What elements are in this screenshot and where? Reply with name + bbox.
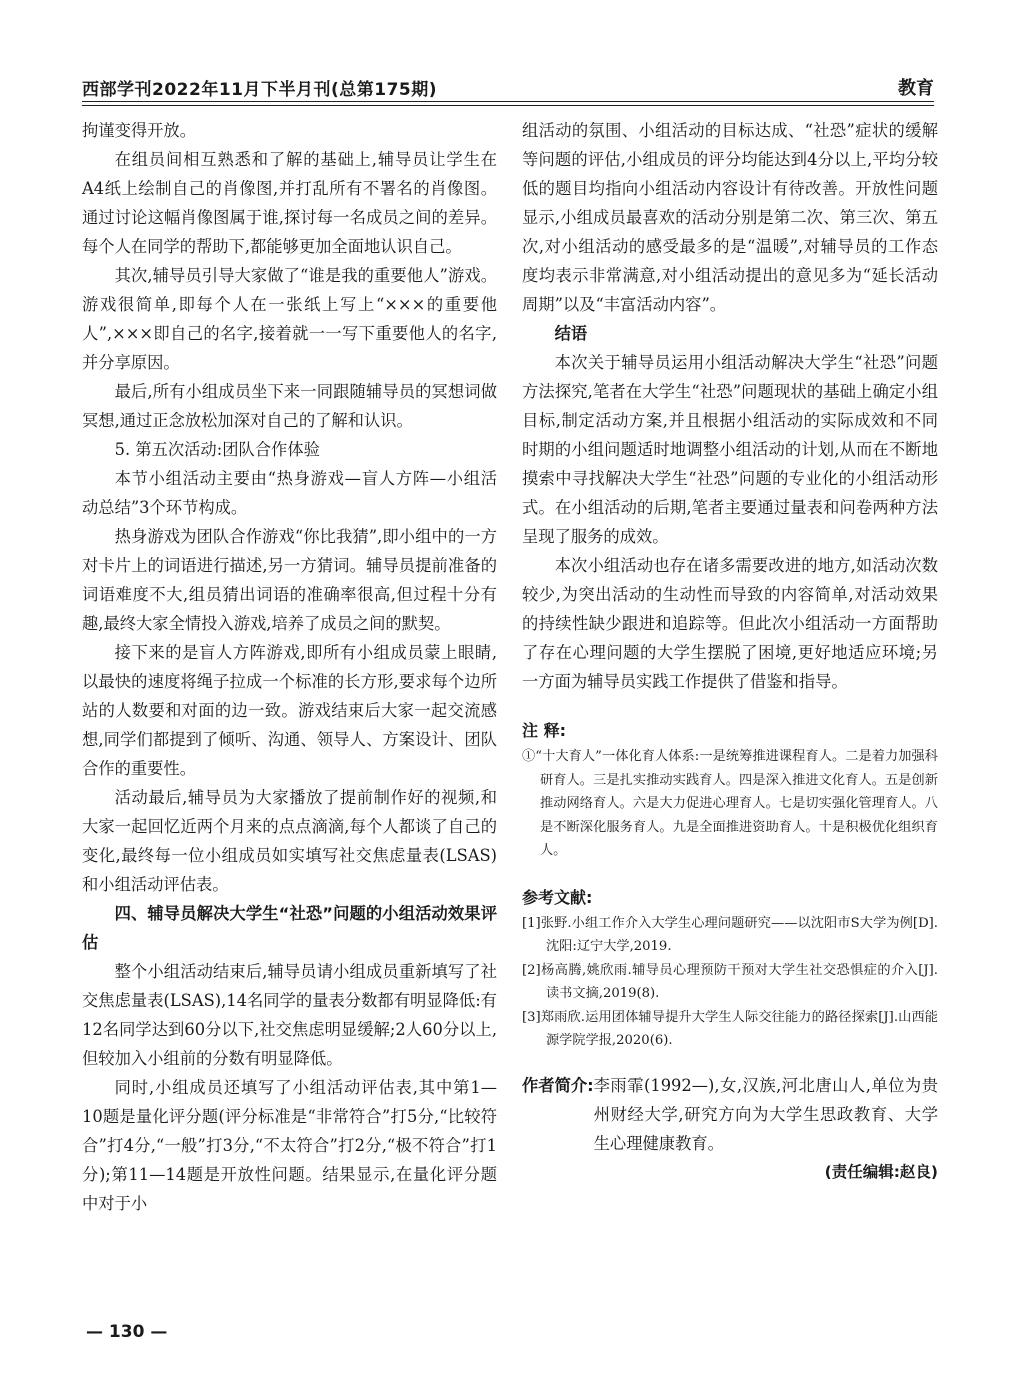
notes-list	[522, 745, 938, 863]
paragraph: 同时,小组成员还填写了小组活动评估表,其中第1—10题是量化评分题(评分标准是“非常符合”打5分,“比较符合”打4分,“一般”打3分,“不太符合”打2分,“极不符合”打1分);第11—14题是开放性问题。结果显示,在量化评分题中对于小	[82, 1078, 497, 1213]
subsection-heading: 5. 第五次活动:团队合作体验	[114, 440, 320, 459]
paragraph: 整个小组活动结束后,辅导员请小组成员重新填写了社交焦虑量表(LSAS),14名同学的量表分数都有明显降低:有12名同学达到60分以下,社交焦虑明显缓解;2人60分以上,但较加入小组前的分数有明显降低。	[82, 962, 497, 1068]
page-header	[82, 70, 934, 100]
author-label: 作者简介:	[522, 1075, 594, 1095]
paragraph: 最后,所有小组成员坐下来一同跟随辅导员的冥想词做冥想,通过正念放松加深对自己的了解和认识。	[82, 382, 497, 430]
paragraph: 本节小组活动主要由“热身游戏—盲人方阵—小组活动总结”3个环节构成。	[82, 469, 497, 517]
left-column	[82, 116, 497, 1218]
paragraph: 接下来的是盲人方阵游戏,即所有小组成员蒙上眼睛,以最快的速度将绳子拉成一个标准的长方形,要求每个边所站的人数要和对面的边一致。游戏结束后大家一起交流感想,同学们都提到了倾听、沟通、领导人、方案设计、团队合作的重要性。	[82, 643, 497, 778]
section-heading: 四、辅导员解决大学生“社恐”问题的小组活动效果评估	[82, 904, 497, 952]
paragraph: 本次小组活动也存在诸多需要改进的地方,如活动次数较少,为突出活动的生动性而导致的内容简单,对活动效果的持续性缺少跟进和追踪等。但此次小组活动一方面帮助了存在心理问题的大学生摆脱了困境,更好地适应环境;另一方面为辅导员实践工作提供了借鉴和指导。	[522, 556, 938, 691]
journal-masthead: 西部学刊2022年11月下半月刊(总第175期)	[82, 80, 437, 100]
paragraph: 拘谨变得开放。	[82, 121, 196, 140]
author-text: 李雨霏(1992—),女,汉族,河北唐山人,单位为贵州财经大学,研究方向为大学生思政教育、大学生心理健康教育。	[593, 1075, 938, 1153]
reference-item: [1]张野.小组工作介入大学生心理问题研究——以沈阳市S大学为例[D].沈阳:辽宁大学,2019.	[522, 915, 938, 954]
section-name: 教育	[898, 78, 934, 99]
reference-item: [3]郑雨欣.运用团体辅导提升大学生人际交往能力的路径探索[J].山西能源学院学报,2020(6).	[522, 1009, 938, 1048]
paragraph: 在组员间相互熟悉和了解的基础上,辅导员让学生在A4纸上绘制自己的肖像图,并打乱所有不署名的肖像图。通过讨论这幅肖像图属于谁,探讨每一名成员之间的差异。每个人在同学的帮助下,都能够更加全面地认识自己。	[82, 150, 497, 256]
paragraph: 其次,辅导员引导大家做了“谁是我的重要他人”游戏。游戏很简单,即每个人在一张纸上写上“×××的重要他人”,×××即自己的名字,接着就一一写下重要他人的名字,并分享原因。	[82, 266, 497, 372]
page-number: — 130 —	[86, 1322, 168, 1342]
paragraph: 热身游戏为团队合作游戏“你比我猜”,即小组中的一方对卡片上的词语进行描述,另一方猜词。辅导员提前准备的词语难度不大,组员猜出词语的准确率很高,但过程十分有趣,最终大家全情投入游戏,培养了成员之间的默契。	[82, 527, 497, 633]
author-bio	[522, 1071, 938, 1158]
references-list	[522, 912, 938, 1053]
header-rule-thin	[82, 105, 934, 106]
paragraph: 本次关于辅导员运用小组活动解决大学生“社恐”问题方法探究,笔者在大学生“社恐”问题现状的基础上确定小组目标,制定活动方案,并且根据小组活动的实际成效和不同时期的小组问题适时地调整小组活动的计划,从而在不断地摸索中寻找解决大学生“社恐”问题的专业化的小组活动形式。在小组活动的后期,笔者主要通过量表和问卷两种方法呈现了服务的成效。	[522, 353, 938, 546]
right-column	[522, 116, 938, 1187]
references-title: 参考文献:	[522, 887, 593, 907]
header-rule	[82, 101, 934, 102]
paragraph: 活动最后,辅导员为大家播放了提前制作好的视频,和大家一起回忆近两个月来的点点滴滴,每个人都谈了自己的变化,最终每一位小组成员如实填写社交焦虑量表(LSAS)和小组活动评估表。	[82, 788, 497, 894]
reference-item: [2]杨高腾,姚欣雨.辅导员心理预防干预对大学生社交恐惧症的介入[J].读书文摘,2019(8).	[522, 962, 938, 1001]
section-heading: 结语	[554, 324, 588, 343]
editor-credit: (责任编辑:赵良)	[824, 1162, 938, 1181]
note-item: ①“十大育人”一体化育人体系:一是统筹推进课程育人。二是着力加强科研育人。三是扎实推动实践育人。四是深入推进文化育人。五是创新推动网络育人。六是大力促进心理育人。七是切实强化管理育人。八是不断深化服务育人。九是全面推进资助育人。十是积极优化组织育人。	[522, 749, 938, 858]
paragraph: 组活动的氛围、小组活动的目标达成、“社恐”症状的缓解等问题的评估,小组成员的评分均能达到4分以上,平均分较低的题目均指向小组活动内容设计有待改善。开放性问题显示,小组成员最喜欢的活动分别是第二次、第三次、第五次,对小组活动的感受最多的是“温暖”,对辅导员的工作态度均表示非常满意,对小组活动提出的意见多为“延长活动周期”以及“丰富活动内容”。	[522, 121, 938, 314]
notes-title: 注 释:	[522, 721, 566, 740]
